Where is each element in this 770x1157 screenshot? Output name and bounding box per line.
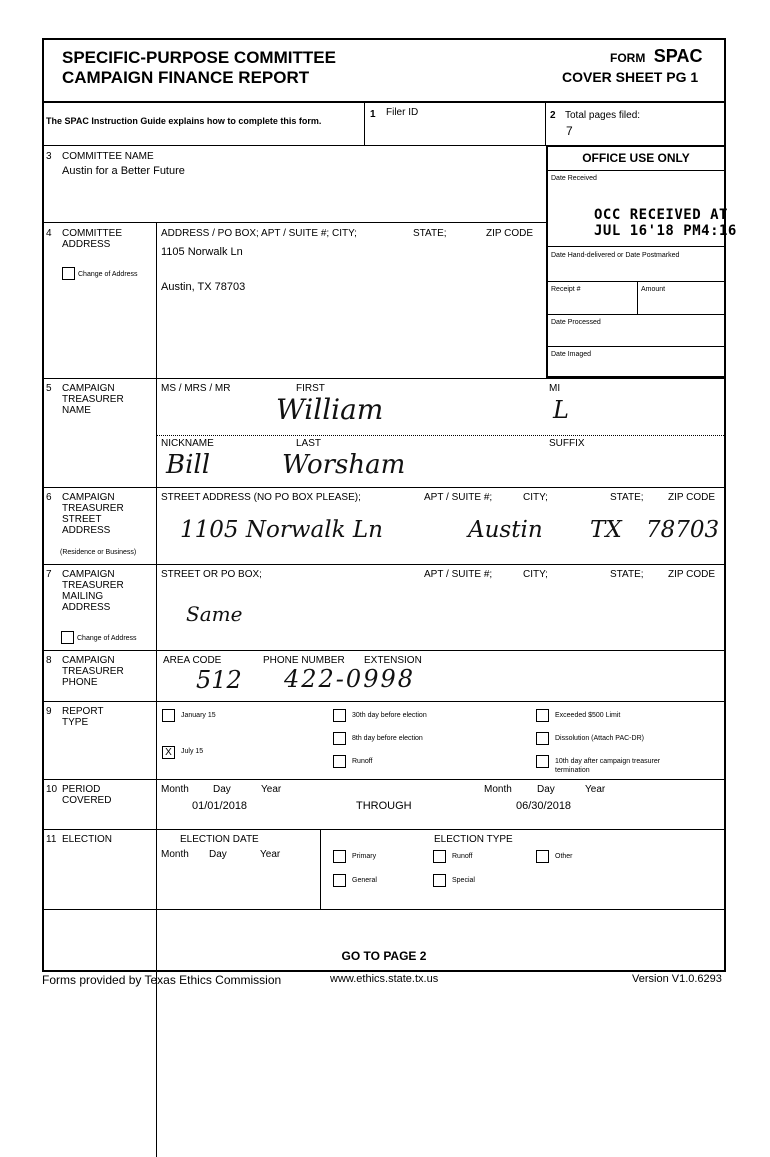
sec6-label-2: TREASURER	[62, 503, 124, 514]
divider	[320, 829, 321, 909]
phone-number-field[interactable]: 422-0998	[284, 665, 415, 693]
day-label: Day	[537, 784, 555, 795]
area-code-field[interactable]: 512	[196, 666, 242, 694]
divider	[364, 102, 365, 146]
sec5-label-3: NAME	[62, 405, 91, 416]
day-label: Day	[209, 849, 227, 860]
day-label: Day	[213, 784, 231, 795]
prefix-label: MS / MRS / MR	[161, 383, 231, 394]
change-of-address-checkbox[interactable]	[62, 267, 75, 280]
mi-label: MI	[549, 383, 561, 394]
10th-day-label-2: termination	[555, 767, 590, 774]
mailing-address-field[interactable]: Same	[186, 602, 243, 626]
committee-address-line1[interactable]: 1105 Norwalk Ln	[161, 246, 243, 258]
form-code: SPAC	[653, 46, 703, 66]
year-label: Year	[585, 784, 606, 795]
other-label: Other	[555, 853, 573, 860]
mailing-change-of-address-label: Change of Address	[77, 635, 137, 642]
divider	[637, 281, 638, 314]
state-label: STATE;	[413, 228, 447, 239]
runoff-label: Runoff	[352, 758, 373, 765]
divider	[42, 829, 726, 830]
divider	[547, 170, 725, 171]
zip-label: ZIP CODE	[486, 228, 534, 239]
through-label: THROUGH	[356, 800, 412, 812]
january-15-label: January 15	[181, 712, 216, 719]
general-checkbox[interactable]	[333, 874, 346, 887]
sec4-label-2: ADDRESS	[62, 239, 111, 250]
date-imaged-label: Date Imaged	[551, 351, 592, 358]
year-label: Year	[261, 784, 282, 795]
divider	[42, 487, 726, 488]
first-label: FIRST	[296, 383, 325, 394]
change-of-address-label: Change of Address	[78, 271, 138, 278]
committee-name-field[interactable]: Austin for a Better Future	[62, 165, 185, 177]
sec9-label-1: REPORT	[62, 706, 104, 717]
sec8-label-3: PHONE	[62, 677, 98, 688]
sec3-num: 3	[46, 151, 52, 162]
cover-sheet-label: COVER SHEET PG 1	[562, 69, 699, 85]
treasurer-city-field[interactable]: Austin	[468, 517, 543, 543]
first-name-field[interactable]: William	[276, 393, 384, 426]
july-15-checkbox[interactable]: X	[162, 746, 175, 759]
sec5-label-2: TREASURER	[62, 394, 124, 405]
form-title-line1: SPECIFIC-PURPOSE COMMITTEE	[62, 48, 336, 67]
last-label: LAST	[296, 438, 322, 449]
election-date-label: ELECTION DATE	[180, 834, 259, 845]
last-name-field[interactable]: Worsham	[282, 450, 406, 480]
sec7-label-2: TREASURER	[62, 580, 124, 591]
sec4-label-1: COMMITTEE	[62, 228, 122, 239]
dissolution-checkbox[interactable]	[536, 732, 549, 745]
total-pages-field[interactable]: 7	[566, 124, 573, 138]
date-processed-label: Date Processed	[551, 319, 601, 326]
footer-url[interactable]: www.ethics.state.tx.us	[330, 973, 439, 985]
8th-day-label: 8th day before election	[352, 735, 423, 742]
divider	[156, 222, 157, 1157]
sec6-label-4: ADDRESS	[62, 525, 111, 536]
sec8-label-2: TREASURER	[62, 666, 124, 677]
receipt-label: Receipt #	[551, 286, 581, 293]
sec7-label-1: CAMPAIGN	[62, 569, 115, 580]
sec6-note: (Residence or Business)	[60, 549, 137, 556]
divider	[42, 909, 726, 910]
election-type-label: ELECTION TYPE	[434, 834, 513, 845]
divider	[547, 281, 725, 282]
zip-label: ZIP CODE	[668, 569, 716, 580]
8th-day-checkbox[interactable]	[333, 732, 346, 745]
30th-day-checkbox[interactable]	[333, 709, 346, 722]
phone-number-label: PHONE NUMBER	[263, 655, 345, 666]
primary-label: Primary	[352, 853, 377, 860]
apt-label: APT / SUITE #;	[424, 569, 493, 580]
sec3-label: COMMITTEE NAME	[62, 151, 154, 162]
area-code-label: AREA CODE	[163, 655, 222, 666]
sec8-label-1: CAMPAIGN	[62, 655, 115, 666]
date-received-label: Date Received	[551, 175, 597, 182]
suffix-label: SUFFIX	[549, 438, 585, 449]
go-to-page-2: GO TO PAGE 2	[341, 949, 427, 963]
city-label: CITY;	[523, 569, 548, 580]
divider	[547, 314, 725, 315]
committee-address-line2[interactable]: Austin, TX 78703	[161, 281, 246, 293]
sec6-num: 6	[46, 492, 52, 503]
divider	[42, 101, 726, 103]
sec5-label-1: CAMPAIGN	[62, 383, 115, 394]
address-header: ADDRESS / PO BOX; APT / SUITE #; CITY;	[161, 228, 357, 239]
treasurer-street-field[interactable]: 1105 Norwalk Ln	[180, 517, 383, 543]
extension-label: EXTENSION	[364, 655, 422, 666]
street-label: STREET ADDRESS (NO PO BOX PLEASE);	[161, 492, 361, 503]
sec9-num: 9	[46, 706, 52, 717]
30th-day-label: 30th day before election	[352, 712, 427, 719]
divider	[42, 564, 726, 565]
divider	[42, 222, 546, 223]
month-label: Month	[484, 784, 512, 795]
general-label: General	[352, 877, 377, 884]
received-stamp-line1: OCC RECEIVED AT	[594, 207, 728, 223]
sec10-label-2: COVERED	[62, 795, 112, 806]
street-po-label: STREET OR PO BOX;	[161, 569, 262, 580]
amount-label: Amount	[641, 286, 666, 293]
divider	[547, 246, 725, 247]
state-label: STATE;	[610, 492, 644, 503]
primary-checkbox[interactable]	[333, 850, 346, 863]
total-pages-label: Total pages filed:	[565, 110, 641, 121]
10th-day-label-1: 10th day after campaign treasurer	[555, 758, 661, 765]
sec10-label-1: PERIOD	[62, 784, 101, 795]
footer-provided: Forms provided by Texas Ethics Commission	[42, 973, 282, 987]
nickname-label: NICKNAME	[161, 438, 214, 449]
divider	[42, 701, 726, 702]
july-15-label: July 15	[181, 748, 204, 755]
10th-day-checkbox[interactable]	[536, 755, 549, 768]
month-label: Month	[161, 784, 189, 795]
sec6-label-3: STREET	[62, 514, 102, 525]
dissolution-label: Dissolution (Attach PAC-DR)	[555, 735, 644, 742]
city-label: CITY;	[523, 492, 548, 503]
period-start-field[interactable]: 01/01/2018	[192, 800, 248, 812]
special-checkbox[interactable]	[433, 874, 446, 887]
nickname-field[interactable]: Bill	[166, 450, 211, 480]
form-word: FORM	[610, 51, 646, 65]
sec7-label-4: ADDRESS	[62, 602, 111, 613]
footer-version: Version V1.0.6293	[632, 973, 722, 985]
sec11-label: ELECTION	[62, 834, 113, 845]
divider	[545, 102, 546, 146]
filer-id-label: Filer ID	[386, 107, 419, 118]
divider	[547, 346, 725, 347]
mailing-change-of-address-checkbox[interactable]	[61, 631, 74, 644]
election-runoff-checkbox[interactable]	[433, 850, 446, 863]
treasurer-zip-field[interactable]: 78703	[646, 517, 720, 543]
sec10-num: 10	[46, 784, 58, 795]
state-label: STATE;	[610, 569, 644, 580]
sec4-num: 4	[46, 228, 52, 239]
year-label: Year	[260, 849, 281, 860]
election-runoff-label: Runoff	[452, 853, 473, 860]
special-label: Special	[452, 877, 475, 884]
sec7-num: 7	[46, 569, 52, 580]
office-use-title: OFFICE USE ONLY	[582, 151, 690, 165]
date-hand-label: Date Hand-delivered or Date Postmarked	[551, 252, 680, 259]
zip-label: ZIP CODE	[668, 492, 716, 503]
form-title-line2: CAMPAIGN FINANCE REPORT	[62, 68, 310, 87]
form-code-block	[610, 46, 702, 67]
month-label: Month	[161, 849, 189, 860]
exceeded-limit-checkbox[interactable]	[536, 709, 549, 722]
sec9-label-2: TYPE	[62, 717, 89, 728]
january-15-checkbox[interactable]	[162, 709, 175, 722]
sec8-num: 8	[46, 655, 52, 666]
divider	[42, 779, 726, 780]
mi-field[interactable]: L	[553, 396, 569, 424]
other-checkbox[interactable]	[536, 850, 549, 863]
sec11-num: 11	[46, 834, 57, 845]
instruction-text: The SPAC Instruction Guide explains how to complete this form.	[46, 116, 322, 126]
total-pages-num: 2	[550, 110, 556, 121]
sec7-label-3: MAILING	[62, 591, 104, 602]
sec5-num: 5	[46, 383, 52, 394]
exceeded-limit-label: Exceeded $500 Limit	[555, 712, 621, 719]
runoff-checkbox[interactable]	[333, 755, 346, 768]
sec6-label-1: CAMPAIGN	[62, 492, 115, 503]
divider	[42, 650, 726, 651]
divider	[157, 435, 726, 436]
treasurer-state-field[interactable]: TX	[590, 517, 622, 543]
divider	[42, 378, 726, 379]
period-end-field[interactable]: 06/30/2018	[516, 800, 572, 812]
received-stamp-line2: JUL 16'18 PM4:16	[594, 223, 737, 239]
apt-label: APT / SUITE #;	[424, 492, 493, 503]
filer-id-num: 1	[370, 109, 376, 120]
